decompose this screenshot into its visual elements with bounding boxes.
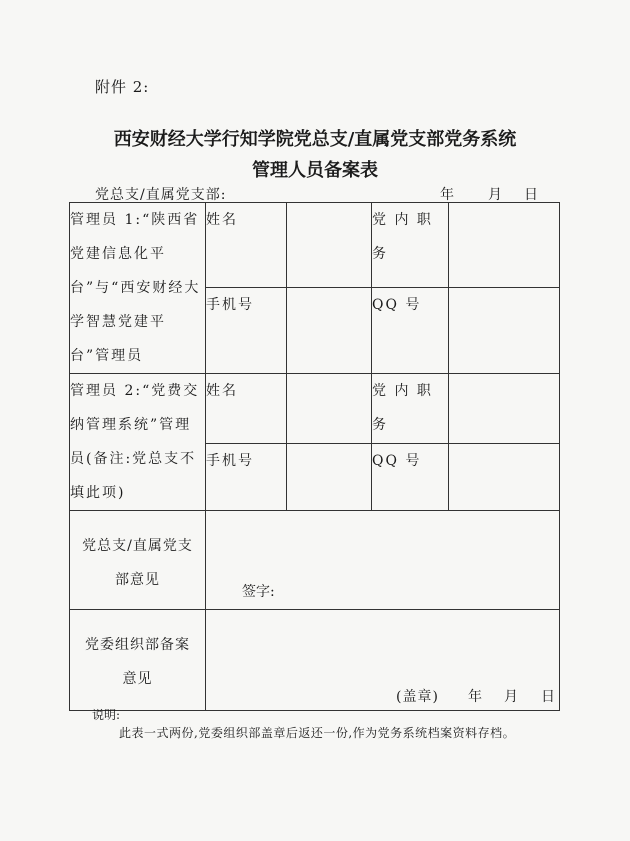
admin1-name-value[interactable]	[287, 203, 372, 288]
admin2-phone-label: 手机号	[206, 443, 287, 511]
notes-body: 此表一式两份,党委组织部盖章后返还一份,作为党务系统档案资料存档。	[119, 726, 516, 740]
branch-opinion-area[interactable]	[206, 511, 560, 610]
branch-opinion-label: 党总支/直属党支部意见	[82, 538, 193, 588]
date-day-label: 日	[524, 187, 539, 203]
branch-opinion-label-cell	[70, 511, 206, 610]
admin2-name-value[interactable]	[287, 374, 372, 444]
admin2-duty-label: 党 内 职 务	[372, 374, 449, 444]
date-month-label: 月	[488, 187, 503, 203]
admin1-description: 管理员 1:“陕西省党建信息化平台”与“西安财经大学智慧党建平台”管理员	[70, 212, 201, 364]
admin1-phone-label: 手机号	[206, 287, 287, 373]
form-title-line2: 管理人员备案表	[252, 160, 378, 181]
committee-opinion-area[interactable]	[206, 610, 560, 711]
registration-table	[69, 202, 560, 711]
admin1-phone-value[interactable]	[287, 287, 372, 373]
admin1-duty-value[interactable]	[449, 203, 560, 288]
admin1-name-label: 姓名	[206, 203, 287, 288]
admin1-qq-value[interactable]	[449, 287, 560, 373]
admin2-phone-value[interactable]	[287, 443, 372, 511]
committee-year-label: 年	[468, 689, 482, 705]
admin1-description-cell	[70, 203, 206, 374]
notes-title: 说明:	[92, 708, 121, 722]
seal-label: (盖章)	[396, 689, 439, 705]
admin1-duty-label: 党 内 职 务	[372, 203, 449, 288]
admin2-description-cell	[70, 374, 206, 511]
attachment-label: 附件 2:	[95, 78, 150, 96]
committee-month-label: 月	[504, 689, 518, 705]
sign-label: 签字:	[242, 584, 275, 600]
committee-day-label: 日	[541, 689, 555, 705]
committee-opinion-label-cell	[70, 610, 206, 711]
admin2-name-label: 姓名	[206, 374, 287, 444]
admin2-qq-value[interactable]	[449, 443, 560, 511]
committee-opinion-label: 党委组织部备案意见	[85, 637, 190, 687]
form-title-line1: 西安财经大学行知学院党总支/直属党支部党务系统	[113, 129, 517, 150]
admin1-qq-label: QQ 号	[372, 287, 449, 373]
date-year-label: 年	[440, 187, 455, 203]
branch-label: 党总支/直属党支部:	[95, 187, 227, 203]
admin2-description: 管理员 2:“党费交纳管理系统”管理员(备注:党总支不填此项)	[70, 383, 200, 501]
admin2-duty-value[interactable]	[449, 374, 560, 444]
admin2-qq-label: QQ 号	[372, 443, 449, 511]
